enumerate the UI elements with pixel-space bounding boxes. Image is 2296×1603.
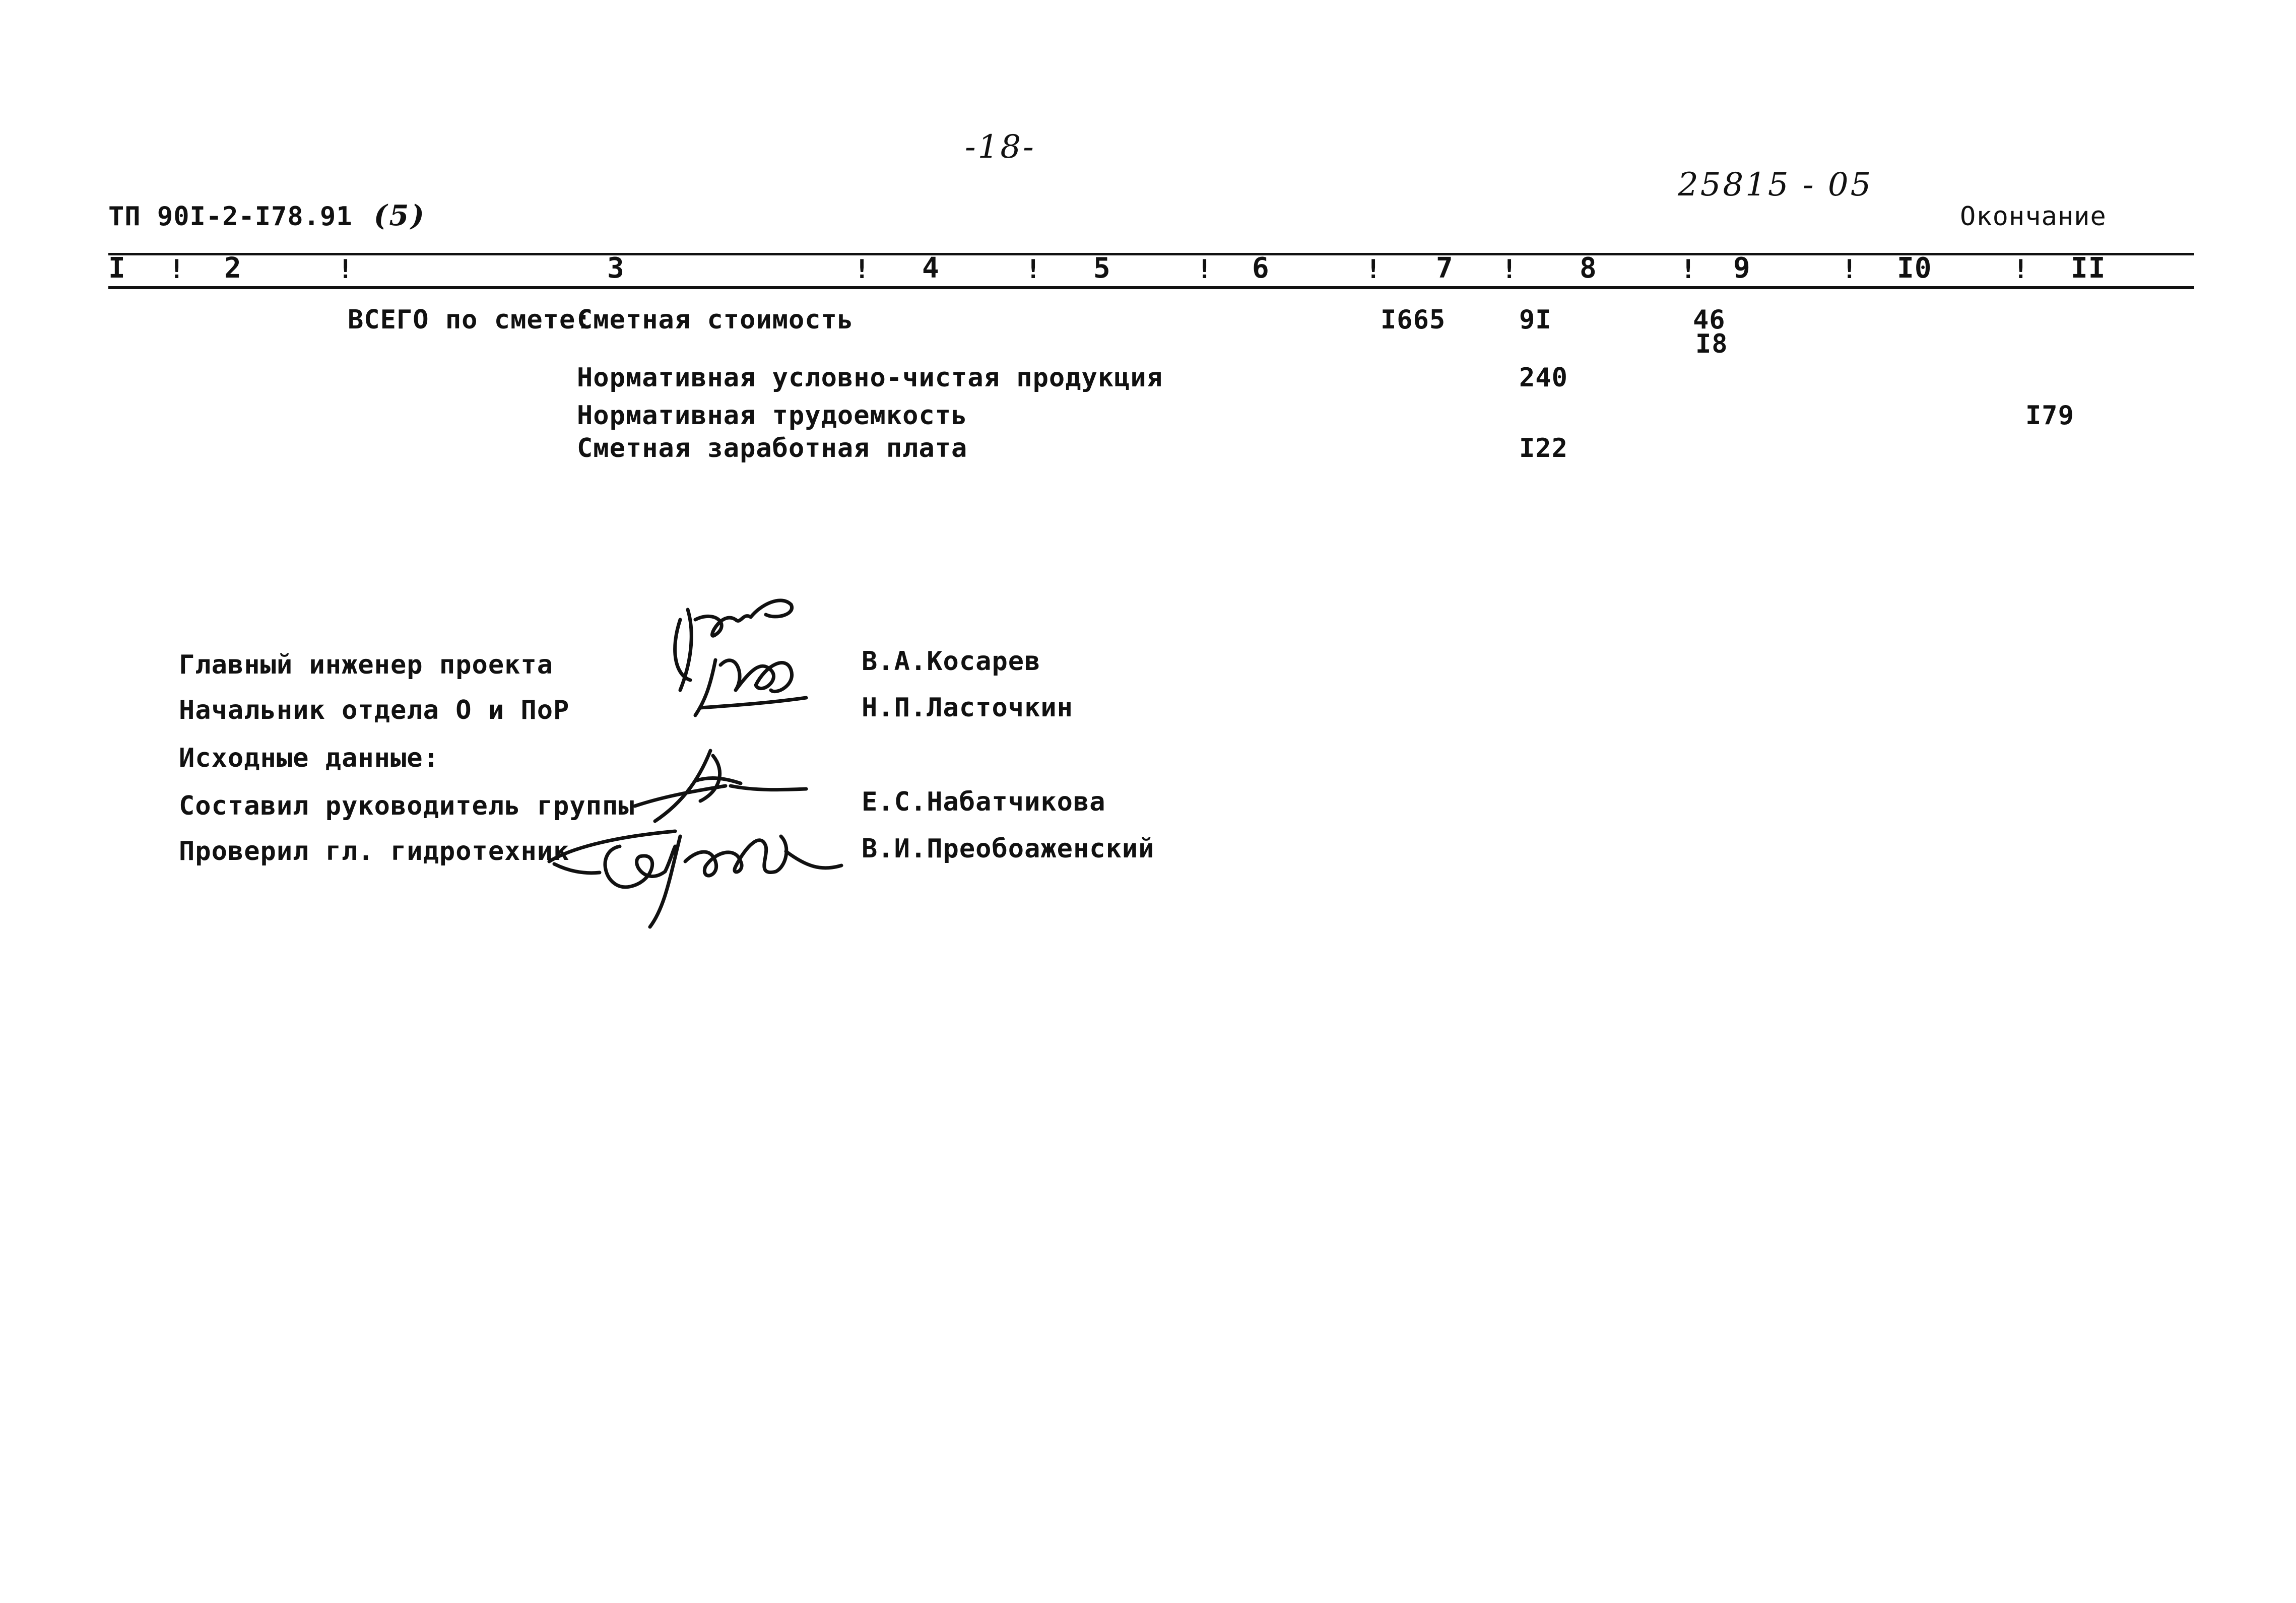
document-code-mark: (5) <box>373 199 426 232</box>
column-separator: ! <box>1025 254 1041 285</box>
row-label: Нормативная трудоемкость <box>577 400 968 431</box>
signature-name: Н.П.Ласточкин <box>862 693 1073 723</box>
column-header-11: II <box>2071 252 2106 285</box>
column-separator: ! <box>2013 254 2029 285</box>
row-label: Сметная стоимость <box>577 305 854 335</box>
column-header-3: 3 <box>607 252 625 285</box>
table-header-rule <box>108 286 2194 289</box>
column-separator: ! <box>1197 254 1213 285</box>
cell-col9-second: I8 <box>1695 329 1728 359</box>
column-header-10: I0 <box>1897 252 1932 285</box>
signature-role: Главный инженер проекта <box>179 650 554 680</box>
row-label: Нормативная условно-чистая продукция <box>577 363 1163 393</box>
document-code <box>108 199 426 232</box>
column-header-9: 9 <box>1733 252 1751 285</box>
column-header-7: 7 <box>1436 252 1454 285</box>
table-top-rule <box>108 253 2194 255</box>
page-number: -18- <box>965 128 1036 166</box>
signature-scribble-preobrazhensky <box>544 816 857 932</box>
column-separator: ! <box>854 254 870 285</box>
column-separator: ! <box>1842 254 1858 285</box>
column-header-2: 2 <box>224 252 242 285</box>
signature-role: Начальник отдела О и ПоР <box>179 695 570 725</box>
sheet-number: 25815 - 05 <box>1678 166 1873 204</box>
cell-col8: 9I <box>1519 305 1552 335</box>
column-separator: ! <box>169 254 185 285</box>
column-separator: ! <box>1501 254 1518 285</box>
total-label: ВСЕГО по смете: <box>348 305 592 335</box>
column-header-4: 4 <box>922 252 940 285</box>
signature-scribble-kosarev <box>660 589 821 720</box>
row-label: Сметная заработная плата <box>577 433 968 463</box>
column-separator: ! <box>338 254 354 285</box>
cell-col9: 46 <box>1693 305 1726 335</box>
signature-role: Исходные данные: <box>179 743 439 773</box>
column-header-6: 6 <box>1252 252 1270 285</box>
signature-name: В.И.Преобоаженский <box>862 834 1155 864</box>
column-header-8: 8 <box>1580 252 1597 285</box>
signature-role: Проверил гл. гидротехник <box>179 836 570 866</box>
cell-col8: I22 <box>1519 433 1568 463</box>
signature-role: Составил руководитель группы <box>179 791 635 821</box>
cell-col7: I665 <box>1381 305 1446 335</box>
signature-name: Е.С.Набатчикова <box>862 787 1106 817</box>
signature-scribble-nabatchikova <box>625 746 836 826</box>
signature-name: В.А.Косарев <box>862 646 1041 677</box>
document-code-text: ТП 90I-2-I78.91 <box>108 202 353 232</box>
cell-col11: I79 <box>2025 400 2074 431</box>
column-separator: ! <box>1680 254 1696 285</box>
column-header-1: I <box>108 252 126 285</box>
column-separator: ! <box>1365 254 1382 285</box>
continuation-label: Окончание <box>1960 202 2107 232</box>
column-header-5: 5 <box>1093 252 1111 285</box>
cell-col8: 240 <box>1519 363 1568 393</box>
